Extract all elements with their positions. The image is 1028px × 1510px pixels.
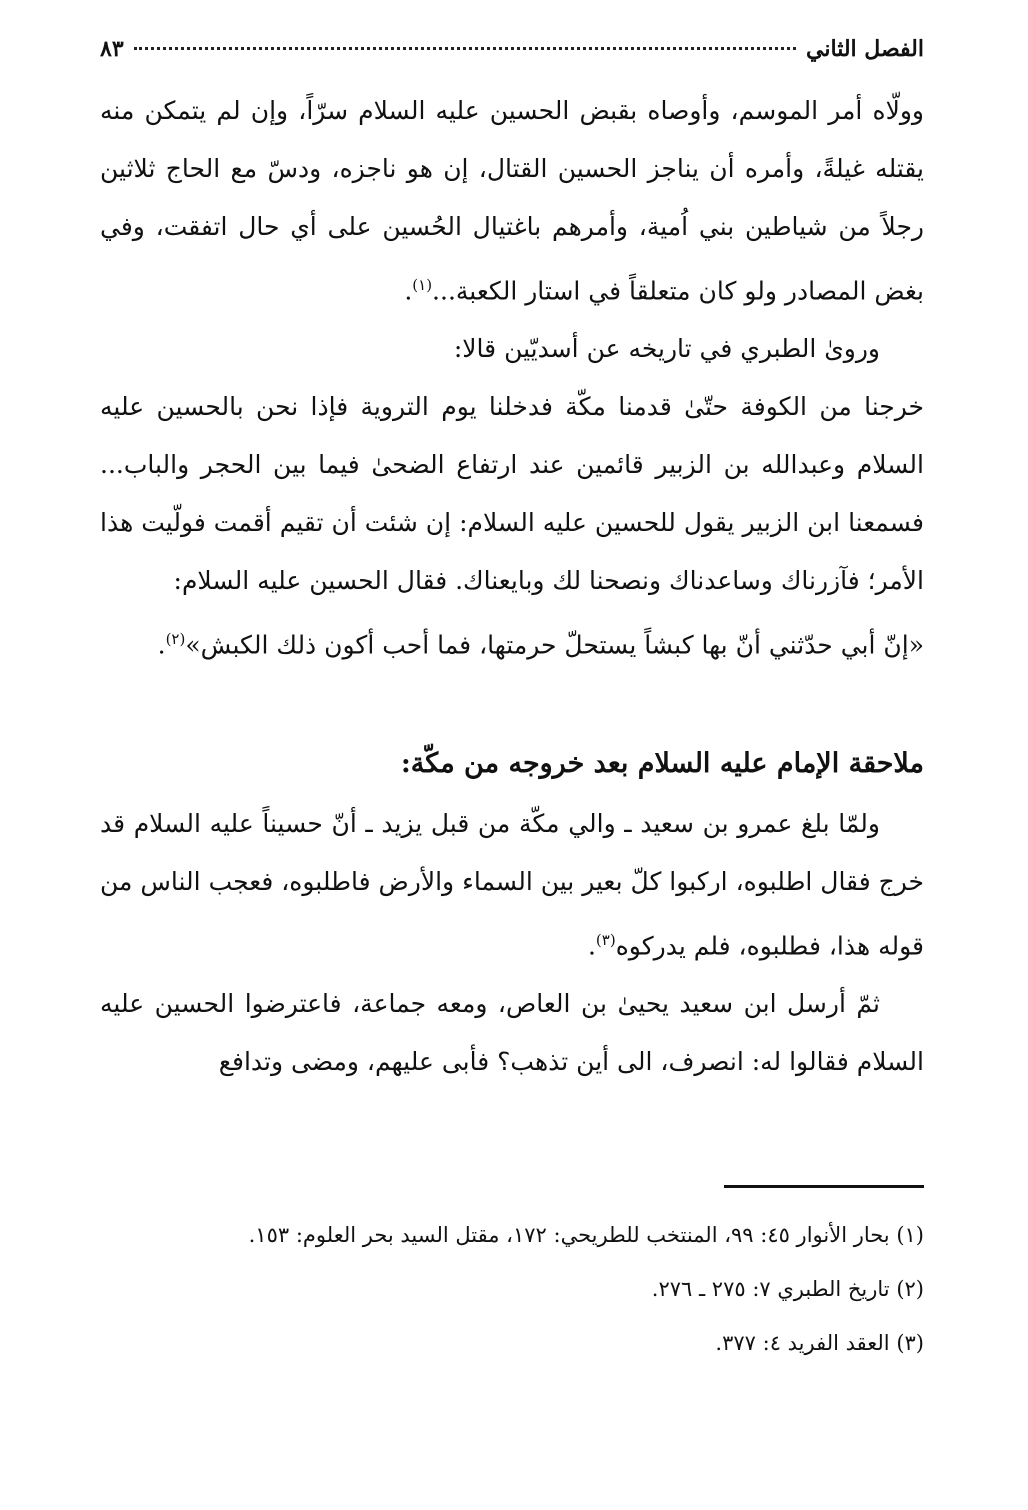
footnote-ref: (٢) — [165, 630, 186, 649]
paragraph — [100, 975, 924, 1091]
paragraph-text: «إنّ أبي حدّثني أنّ بها كبشاً يستحلّ حرمتها، فما أحب أكون ذلك الكبش» — [185, 630, 924, 660]
footnote-item: (٣) العقد الفريد ٤: ٣٧٧. — [715, 1330, 924, 1355]
footnote-item: (١) بحار الأنوار ٤٥: ٩٩، المنتخب للطريحي: ١٧٢، مقتل السيد بحر العلوم: ١٥٣. — [248, 1222, 924, 1247]
paragraph-text: خرجنا من الكوفة حتّىٰ قدمنا مكّة فدخلنا يوم التروية فإذا نحن بالحسين عليه السلام وعبدالله بن الزبير قائمين عند ارتفاع الضحىٰ فيما بين الحجر والباب... فسمعنا ابن الزبير يقول للحسين عليه السلام: إن شئت أن تقيم أقمت فولّيت هذا الأمر؛ فآزرناك وساعدناك ونصحنا لك وبايعناك. فقال الحسين عليه السلام: — [100, 392, 924, 596]
footnote-ref: (٣) — [595, 930, 616, 949]
paragraph — [100, 320, 924, 378]
footnote-ref: (١) — [412, 276, 433, 294]
footnote-item: (٢) تاريخ الطبري ٧: ٢٧٥ ـ ٢٧٦. — [651, 1276, 924, 1301]
paragraph-text: وولّاه أمر الموسم، وأوصاه بقبض الحسين عليه السلام سرّاً، وإن لم يتمكن منه يقتله غيلةً، وأمره أن يناجز الحسين القتال، إن هو ناجزه، ودسّ مع الحاج ثلاثين رجلاً من شياطين بني اُمية، وأمرهم باغتيال الحُسين على أي حال اتفقت، وفي بغض المصادر ولو كان متعلقاً في استار الكعبة... — [100, 96, 924, 306]
book-page — [100, 36, 924, 1370]
section-spacer — [100, 675, 924, 733]
paragraph-text: وروىٰ الطبري في تاريخه عن أسديّين قالا: — [453, 334, 880, 364]
chapter-title: الفصل الثاني — [806, 36, 924, 62]
paragraph: ولمّا بلغ عمرو بن سعيد ـ والي مكّة من قبل يزيد ـ أنّ حسيناً عليه السلام قد خرج فقال اطلبوه، اركبوا كلّ بعير بين السماء والأرض فاطلبوه، فعجب الناس من قوله هذا، فطلبوه، فلم يدركوه$^{(٣)}$. — [100, 808, 924, 960]
footnote-separator — [724, 1185, 924, 1188]
section-heading: ملاحقة الإمام عليه السلام بعد خروجه من مكّة: — [400, 747, 924, 779]
paragraph-text: ولمّا بلغ عمرو بن سعيد ـ والي مكّة من قبل يزيد ـ أنّ حسيناً عليه السلام قد خرج فقال اطلبوه، اركبوا كلّ بعير بين السماء والأرض فاطلبوه، فعجب الناس من قوله هذا، فطلبوه، فلم يدركوه — [100, 808, 924, 960]
paragraph-text: ثمّ أرسل ابن سعيد يحيىٰ بن العاص، ومعه جماعة، فاعترضوا الحسين عليه السلام فقالوا له: انصرف، الى أين تذهب؟ فأبى عليهم، ومضى وتدافع — [100, 988, 924, 1076]
footnotes — [100, 1208, 924, 1370]
quote-paragraph: «إنّ أبي حدّثني أنّ بها كبشاً يستحلّ حرمتها، فما أحب أكون ذلك الكبش»$^{(٢)}$. — [157, 630, 924, 660]
page-number: ٨٣ — [100, 36, 124, 62]
paragraph: وولّاه أمر الموسم، وأوصاه بقبض الحسين عليه السلام سرّاً، وإن لم يتمكن منه يقتله غيلةً، وأمره أن يناجز الحسين القتال، إن هو ناجزه، ودسّ مع الحاج ثلاثين رجلاً من شياطين بني اُمية، وأمرهم باغتيال الحُسين على أي حال اتفقت، وفي بغض المصادر ولو كان متعلقاً في استار الكعبة...$^{(١)}$. — [100, 96, 924, 306]
main-text — [100, 82, 924, 1091]
header-leader-dots — [134, 47, 796, 50]
paragraph — [100, 378, 924, 610]
running-header — [100, 36, 924, 82]
